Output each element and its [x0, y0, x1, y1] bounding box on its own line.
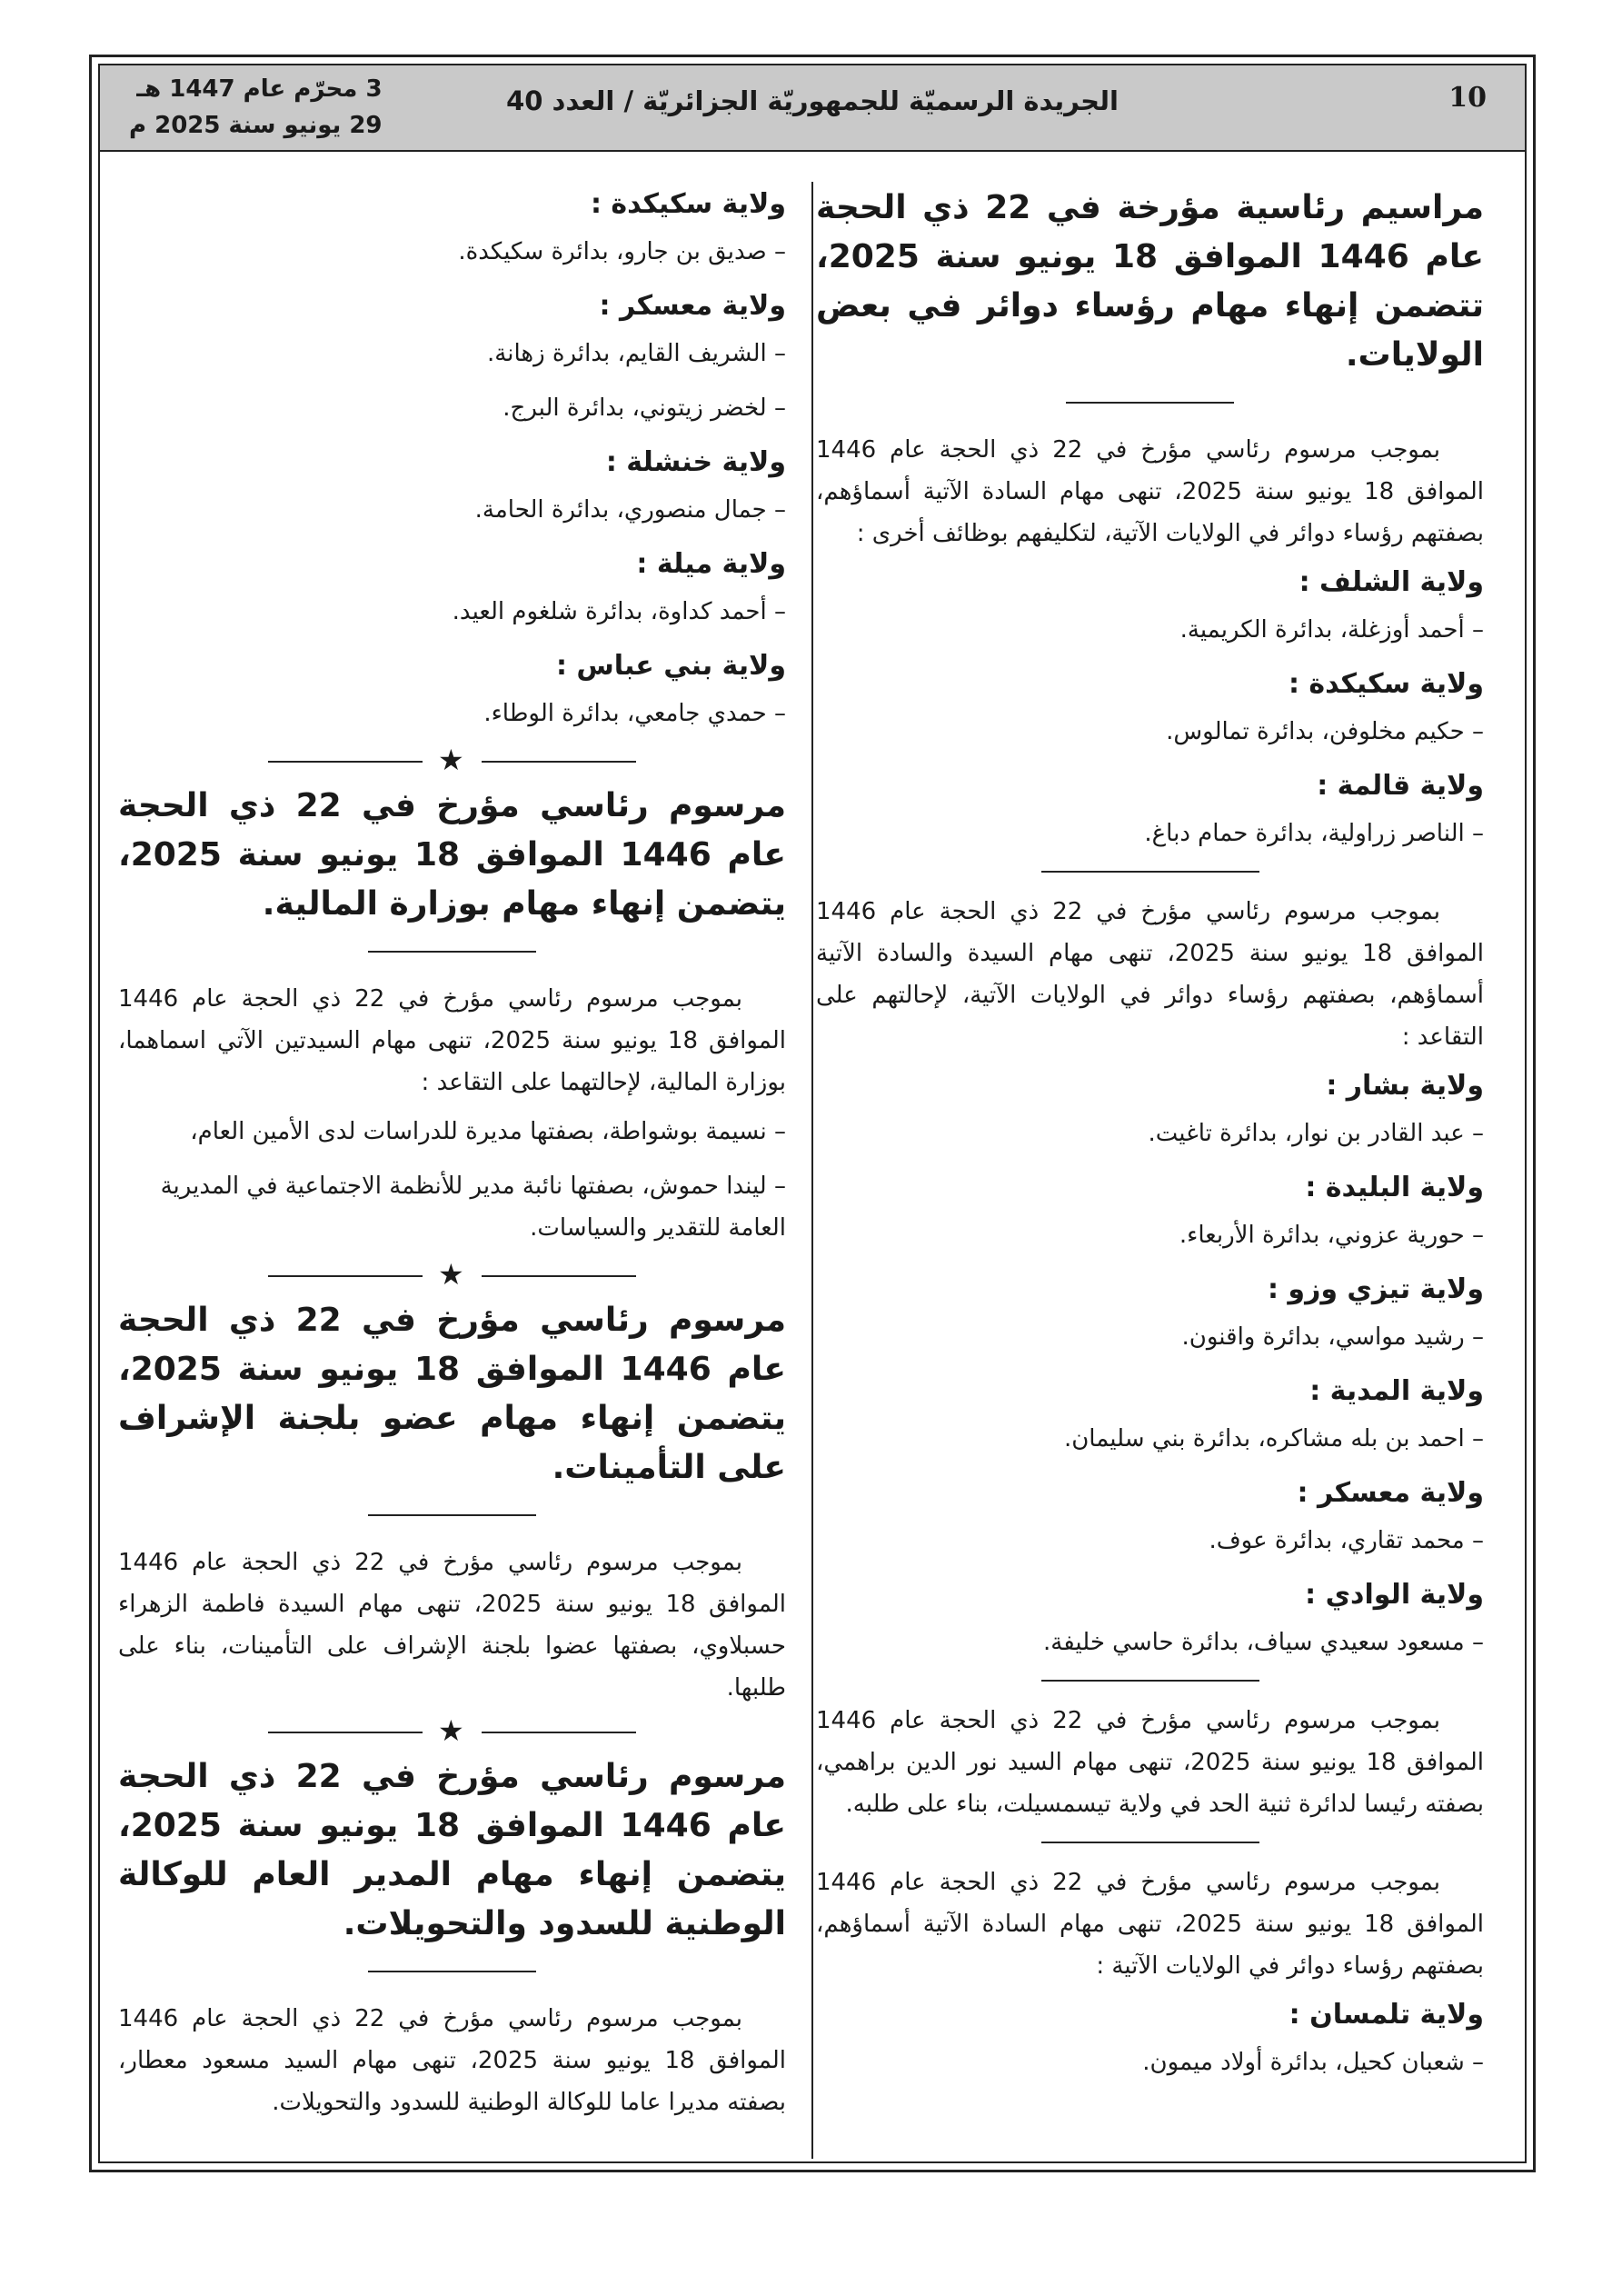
wilaya-heading: ولاية قالمة :	[1317, 770, 1484, 802]
star-separator	[118, 1713, 786, 1748]
list-item: – أحمد كداوة، بدائرة شلغوم العيد.	[452, 598, 786, 625]
wilaya-heading: ولاية الشلف :	[1299, 566, 1484, 598]
rule	[368, 951, 536, 953]
rule	[1041, 1842, 1259, 1843]
decree-body: بموجب مرسوم رئاسي مؤرخ في 22 ذي الحجة عام 1446 الموافق 18 يونيو سنة 2025، تنهى مهام السادة الآتية أسماؤهم، بصفتهم رؤساء دوائر في الولايات الآتية :	[816, 1869, 1485, 1980]
star-icon: ★	[438, 743, 464, 777]
list-item: – الناصر زراولية، بدائرة حمام دباغ.	[1144, 820, 1484, 847]
decree-body: بموجب مرسوم رئاسي مؤرخ في 22 ذي الحجة عام 1446 الموافق 18 يونيو سنة 2025، تنهى مهام السادة الآتية أسماؤهم، بصفتهم رؤساء دوائر في الولايات الآتية، لتكليفهم بوظائف أخرى :	[816, 436, 1485, 547]
page-header	[100, 65, 1525, 152]
list-item: – أحمد أوزغلة، بدائرة الكريمية.	[1179, 616, 1484, 644]
wilaya-heading: ولاية المدية :	[1309, 1375, 1484, 1407]
rule	[1041, 1680, 1259, 1682]
star-separator	[118, 743, 786, 777]
wilaya-heading: ولاية البليدة :	[1305, 1172, 1484, 1203]
rule	[1041, 871, 1259, 873]
list-item: – عبد القادر بن نوار، بدائرة تاغيت.	[1148, 1120, 1484, 1147]
wilaya-heading: ولاية تيزي وزو :	[1267, 1273, 1484, 1305]
wilaya-heading: ولاية سكيكدة :	[1288, 668, 1484, 700]
list-item: – شعبان كحيل، بدائرة أولاد ميمون.	[1142, 2049, 1484, 2076]
list-item: – مسعود سعيدي سياف، بدائرة حاسي خليفة.	[1043, 1629, 1484, 1656]
list-item: – حورية عزوني، بدائرة الأربعاء.	[1179, 1222, 1484, 1249]
hijri-date: 3 محرّم عام 1447 هـ	[136, 75, 383, 103]
list-item: – احمد بن بله مشاكره، بدائرة بني سليمان.	[1063, 1425, 1484, 1452]
star-icon: ★	[438, 1713, 464, 1748]
star-icon: ★	[438, 1257, 464, 1292]
list-item: – محمد تقاري، بدائرة عوف.	[1209, 1527, 1484, 1554]
journal-title: الجريدة الرسميّة للجمهوريّة الجزائريّة / العدد 40	[506, 85, 1119, 116]
decree-body: بموجب مرسوم رئاسي مؤرخ في 22 ذي الحجة عام 1446 الموافق 18 يونيو سنة 2025، تنهى مهام السيدة فاطمة الزهراء حسبلاوي، بصفتها عضوا بلجنة الإشراف على التأمينات، بناء على طلبها.	[118, 1549, 786, 1702]
decree-title: مرسوم رئاسي مؤرخ في 22 ذي الحجة عام 1446 الموافق 18 يونيو سنة 2025، يتضمن إنهاء مهام المدير العام للوكالة الوطنية للسدود والتحويلات.	[118, 1758, 787, 1942]
list-item: – رشيد مواسي، بدائرة واقنون.	[1181, 1323, 1484, 1351]
decree-body: بموجب مرسوم رئاسي مؤرخ في 22 ذي الحجة عام 1446 الموافق 18 يونيو سنة 2025، تنهى مهام السيد مسعود معطار، بصفته مديرا عاما للوكالة الوطنية للسدود والتحويلات.	[118, 2005, 787, 2116]
wilaya-heading: ولاية بني عباس :	[555, 650, 786, 682]
gregorian-date: 29 يونيو سنة 2025 م	[129, 112, 383, 139]
wilaya-heading: ولاية ميلة :	[636, 548, 786, 580]
wilaya-heading: ولاية سكيكدة :	[590, 188, 786, 220]
decree-body: بموجب مرسوم رئاسي مؤرخ في 22 ذي الحجة عام 1446 الموافق 18 يونيو سنة 2025، تنهى مهام السيدة والسادة الآتية أسماؤهم، بصفتهم رؤساء دوائر في الولايات الآتية، لإحالتهم على التقاعد :	[816, 898, 1485, 1051]
wilaya-heading: ولاية معسكر :	[1297, 1477, 1484, 1509]
list-item: – جمال منصوري، بدائرة الحامة.	[474, 496, 786, 524]
rule	[368, 1514, 536, 1516]
wilaya-heading: ولاية الوادي :	[1305, 1579, 1484, 1611]
rule	[1066, 402, 1234, 404]
list-item: – حمدي جامعي، بدائرة الوطاء.	[483, 700, 786, 727]
decree-body: بموجب مرسوم رئاسي مؤرخ في 22 ذي الحجة عام 1446 الموافق 18 يونيو سنة 2025، تنهى مهام السيد نور الدين براهمي، بصفته رئيسا لدائرة ثنية الحد في ولاية تيسمسيلت، بناء على طلبه.	[816, 1707, 1485, 1818]
decree-body: بموجب مرسوم رئاسي مؤرخ في 22 ذي الحجة عام 1446 الموافق 18 يونيو سنة 2025، تنهى مهام السيدتين الآتي اسماهما، بوزارة المالية، لإحالتهما على التقاعد :	[118, 985, 786, 1096]
wilaya-heading: ولاية خنشلة :	[605, 446, 786, 478]
decree-title: مراسيم رئاسية مؤرخة في 22 ذي الحجة عام 1446 الموافق 18 يونيو سنة 2025، تتضمن إنهاء مهام رؤساء دوائر في بعض الولايات.	[816, 189, 1485, 374]
right-column	[816, 184, 1484, 2096]
decree-title: مرسوم رئاسي مؤرخ في 22 ذي الحجة عام 1446 الموافق 18 يونيو سنة 2025، يتضمن إنهاء مهام بوزارة المالية.	[118, 787, 787, 923]
list-item: – لخضر زيتوني، بدائرة البرج.	[503, 394, 786, 422]
column-divider	[811, 182, 813, 2159]
list-item: – ليندا حموش، بصفتها نائبة مدير للأنظمة الاجتماعية في المديرية العامة للتقدير والسياسات.	[160, 1173, 786, 1242]
left-column	[118, 184, 786, 2123]
list-item: – حكيم مخلوفن، بدائرة تمالوس.	[1166, 718, 1484, 745]
decree-title: مرسوم رئاسي مؤرخ في 22 ذي الحجة عام 1446 الموافق 18 يونيو سنة 2025، يتضمن إنهاء مهام عضو بلجنة الإشراف على التأمينات.	[118, 1302, 787, 1486]
star-separator	[118, 1257, 786, 1292]
page-number: 10	[1448, 82, 1487, 114]
issue-date	[129, 71, 383, 144]
wilaya-heading: ولاية معسكر :	[599, 290, 786, 322]
wilaya-heading: ولاية بشار :	[1326, 1070, 1484, 1102]
list-item: – الشريف القايم، بدائرة زهانة.	[487, 340, 786, 367]
rule	[368, 1971, 536, 1972]
list-item: – نسيمة بوشواطة، بصفتها مديرة للدراسات لدى الأمين العام،	[190, 1118, 786, 1145]
list-item: – صديق بن جارو، بدائرة سكيكدة.	[458, 238, 786, 265]
wilaya-heading: ولاية تلمسان :	[1289, 1999, 1484, 2031]
